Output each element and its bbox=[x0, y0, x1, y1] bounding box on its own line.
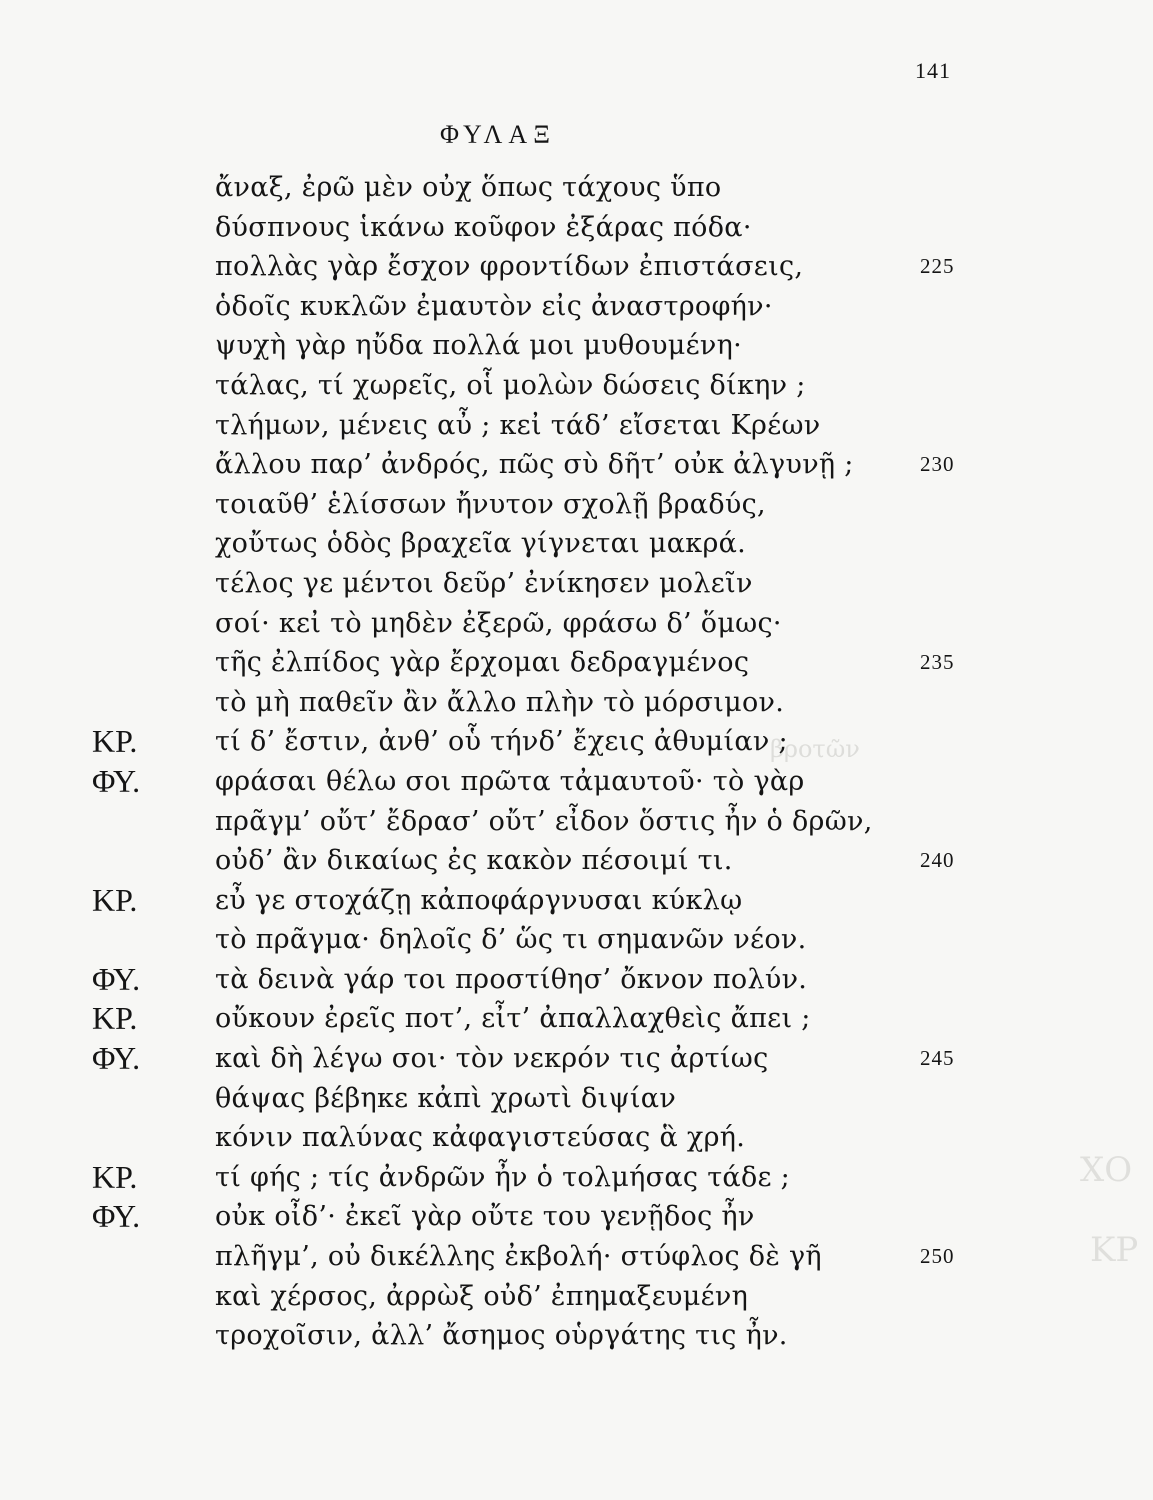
verse-line bbox=[0, 1197, 1153, 1237]
verse-line bbox=[0, 604, 1153, 644]
verse-line bbox=[0, 881, 1153, 921]
verse-text: οὔκουν ἐρεῖς ποτ’, εἶτ’ ἀπαλλαχθεὶς ἄπει ; bbox=[215, 1003, 811, 1035]
verse-line bbox=[0, 168, 1153, 208]
verse-line bbox=[0, 999, 1153, 1039]
verse-line bbox=[0, 366, 1153, 406]
verse-line bbox=[0, 326, 1153, 366]
verse-text: τλήμων, μένεις αὖ ; κεἰ τάδ’ εἴσεται Κρέων bbox=[215, 409, 821, 441]
verse-text: πλῆγμ’, οὐ δικέλλης ἐκβολή· στύφλος δὲ γῆ bbox=[215, 1241, 822, 1273]
verse-text: οὐδ’ ἂν δικαίως ἐς κακὸν πέσοιμί τι. bbox=[215, 845, 733, 877]
bleed-through-text: βροτῶν bbox=[770, 735, 860, 763]
verse-text: ψυχὴ γὰρ ηὔδα πολλά μοι μυθουμένη· bbox=[215, 330, 742, 362]
verse-text: τῆς ἐλπίδος γὰρ ἔρχομαι δεδραγμένος bbox=[215, 647, 750, 679]
line-number: 240 bbox=[920, 848, 955, 873]
line-number: 235 bbox=[920, 650, 955, 675]
verse-line bbox=[0, 841, 1153, 881]
verse-line bbox=[0, 1316, 1153, 1356]
speaker-label: ΦΥ. bbox=[92, 762, 141, 799]
verse-line bbox=[0, 287, 1153, 327]
verse-line bbox=[0, 643, 1153, 683]
verse-text: ἄλλου παρ’ ἀνδρός, πῶς σὺ δῆτ’ οὐκ ἀλγυνῇ ; bbox=[215, 449, 854, 481]
verse-text: ὁδοῖς κυκλῶν ἐμαυτὸν εἰς ἀναστροφήν· bbox=[215, 290, 773, 322]
verse-line bbox=[0, 920, 1153, 960]
verse-text: εὖ γε στοχάζῃ κἀποφάργνυσαι κύκλῳ bbox=[215, 884, 743, 916]
verse-line bbox=[0, 1158, 1153, 1198]
speaker-heading: ΦΥΛΑΞ bbox=[440, 120, 556, 149]
verse-lines bbox=[0, 168, 1153, 1356]
verse-line bbox=[0, 524, 1153, 564]
verse-text: τὰ δεινὰ γάρ τοι προστίθησ’ ὄκνον πολύν. bbox=[215, 963, 808, 995]
verse-text: τὸ πρᾶγμα· δηλοῖς δ’ ὥς τι σημανῶν νέον. bbox=[215, 924, 807, 956]
verse-line bbox=[0, 406, 1153, 446]
verse-text: φράσαι θέλω σοι πρῶτα τἀμαυτοῦ· τὸ γὰρ bbox=[215, 765, 805, 797]
verse-text: πρᾶγμ’ οὔτ’ ἔδρασ’ οὔτ’ εἶδον ὅστις ἦν ὁ δρῶν, bbox=[215, 805, 873, 837]
verse-text: ἄναξ, ἐρῶ μὲν οὐχ ὅπως τάχους ὕπο bbox=[215, 172, 722, 203]
verse-text: οὐκ οἶδ’· ἐκεῖ γὰρ οὔτε του γενῇδος ἦν bbox=[215, 1201, 755, 1233]
verse-line bbox=[0, 722, 1153, 762]
bleed-through-text: ΚΡ bbox=[1090, 1230, 1139, 1270]
verse-text: τάλας, τί χωρεῖς, οἷ μολὼν δώσεις δίκην ; bbox=[215, 369, 806, 401]
line-number: 225 bbox=[920, 254, 955, 279]
verse-line bbox=[0, 1237, 1153, 1277]
speaker-label: ΚΡ. bbox=[92, 881, 138, 918]
verse-text: τοιαῦθ’ ἑλίσσων ἤνυτον σχολῇ βραδύς, bbox=[215, 488, 766, 520]
verse-text: χοὔτως ὁδὸς βραχεῖα γίγνεται μακρά. bbox=[215, 528, 747, 560]
verse-line bbox=[0, 1039, 1153, 1079]
speaker-label: ΚΡ. bbox=[92, 1158, 138, 1195]
verse-line bbox=[0, 683, 1153, 723]
verse-text: καὶ δὴ λέγω σοι· τὸν νεκρόν τις ἀρτίως bbox=[215, 1043, 769, 1075]
speaker-label: ΚΡ. bbox=[92, 723, 138, 760]
line-number: 230 bbox=[920, 452, 955, 477]
verse-line bbox=[0, 762, 1153, 802]
line-number: 250 bbox=[920, 1244, 955, 1269]
verse-line bbox=[0, 1277, 1153, 1317]
verse-text: σοί· κεἰ τὸ μηδὲν ἐξερῶ, φράσω δ’ ὅμως· bbox=[215, 607, 782, 639]
speaker-label: ΦΥ. bbox=[92, 1198, 141, 1235]
verse-line bbox=[0, 1079, 1153, 1119]
verse-line bbox=[0, 960, 1153, 1000]
verse-line bbox=[0, 1118, 1153, 1158]
verse-line bbox=[0, 564, 1153, 604]
verse-text: πολλὰς γὰρ ἔσχον φροντίδων ἐπιστάσεις, bbox=[215, 251, 804, 283]
verse-text: θάψας βέβηκε κἀπὶ χρωτὶ διψίαν bbox=[215, 1082, 677, 1114]
verse-line bbox=[0, 208, 1153, 248]
verse-text: καὶ χέρσος, ἀρρὼξ οὐδ’ ἐπημαξευμένη bbox=[215, 1280, 749, 1312]
verse-line bbox=[0, 485, 1153, 525]
verse-text: τέλος γε μέντοι δεῦρ’ ἐνίκησεν μολεῖν bbox=[215, 567, 753, 599]
verse-text: τροχοῖσιν, ἀλλ’ ἄσημος οὑργάτης τις ἦν. bbox=[215, 1320, 788, 1352]
speaker-label: ΦΥ. bbox=[92, 960, 141, 997]
verse-line bbox=[0, 247, 1153, 287]
bleed-through-text: ΧΟ bbox=[1080, 1150, 1133, 1190]
verse-text: δύσπνους ἱκάνω κοῦφον ἐξάρας πόδα· bbox=[215, 211, 752, 243]
line-number: 245 bbox=[920, 1046, 955, 1071]
verse-text: τί φής ; τίς ἀνδρῶν ἦν ὁ τολμήσας τάδε ; bbox=[215, 1161, 791, 1193]
page-number: 141 bbox=[915, 58, 951, 83]
verse-line bbox=[0, 445, 1153, 485]
verse-text: τί δ’ ἔστιν, ἀνθ’ οὗ τήνδ’ ἔχεις ἀθυμίαν ; bbox=[215, 726, 788, 758]
verse-line bbox=[0, 802, 1153, 842]
verse-text: τὸ μὴ παθεῖν ἂν ἄλλο πλὴν τὸ μόρσιμον. bbox=[215, 686, 785, 718]
speaker-label: ΚΡ. bbox=[92, 1000, 138, 1037]
verse-text: κόνιν παλύνας κἀφαγιστεύσας ἃ χρή. bbox=[215, 1122, 746, 1154]
speaker-label: ΦΥ. bbox=[92, 1040, 141, 1077]
